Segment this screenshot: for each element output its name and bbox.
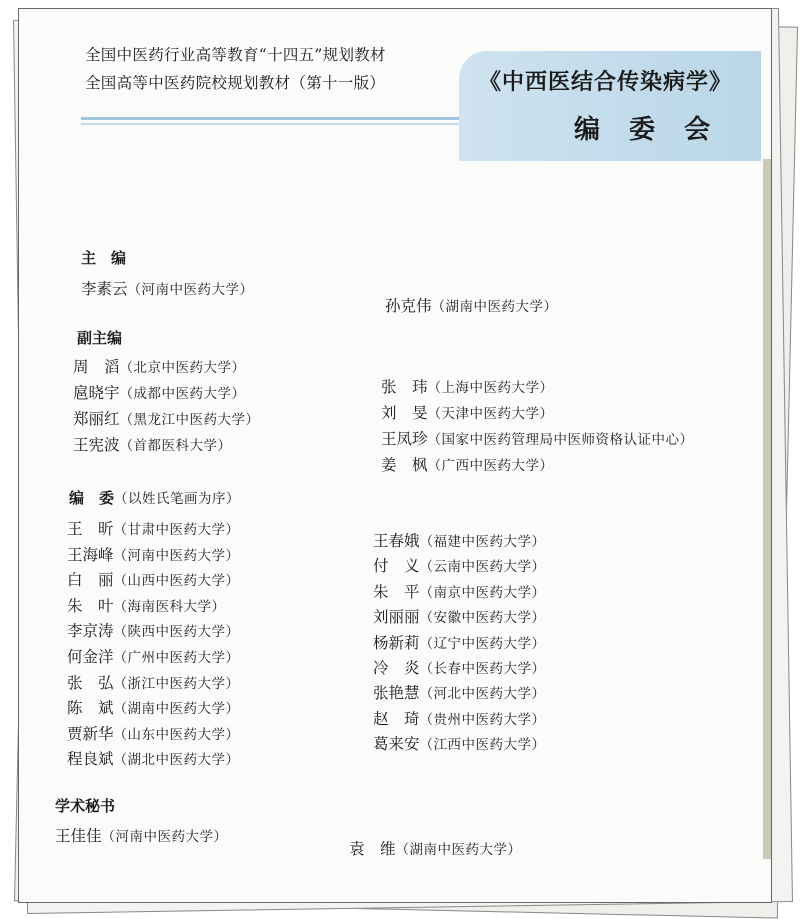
- editor-name: 张 弘: [67, 673, 114, 692]
- editor-affiliation: （湖南中医药大学）: [395, 842, 522, 858]
- title-banner: [459, 51, 761, 161]
- deputy-editor-heading: 副主编: [77, 329, 123, 347]
- editor-affiliation: （国家中医药管理局中医师资格认证中心）: [427, 432, 694, 448]
- editor-name: 孙克伟: [385, 297, 432, 315]
- editor-affiliation: （山西中医药大学）: [113, 573, 240, 590]
- editor-entry: [67, 543, 240, 565]
- editor-name: 张艳慧: [373, 684, 420, 703]
- chief-editor-heading: 主 编: [81, 249, 127, 267]
- editor-entry: [67, 568, 240, 590]
- editor-entry: [373, 580, 546, 602]
- editor-entry: [373, 631, 546, 653]
- editor-name: 王凤珍: [381, 430, 428, 448]
- editor-entry: [67, 645, 240, 667]
- editor-name: 葛来安: [373, 735, 420, 754]
- editor-entry: [81, 277, 254, 299]
- editor-name: 朱 叶: [67, 596, 114, 615]
- series-line-1: 全国中医药行业高等教育“十四五”规划教材: [85, 46, 386, 64]
- editor-entry: [67, 722, 240, 744]
- editor-name: 付 义: [373, 557, 420, 576]
- document-page: [18, 8, 772, 903]
- editor-entry: [73, 355, 246, 377]
- editor-entry: [67, 594, 226, 616]
- editor-entry: [73, 381, 246, 403]
- editor-name: 王宪波: [73, 436, 120, 454]
- editor-affiliation: （辽宁中医药大学）: [419, 635, 546, 652]
- series-line-2: 全国高等中医药院校规划教材（第十一版）: [85, 74, 386, 92]
- editor-affiliation: （湖北中医药大学）: [113, 752, 240, 769]
- secretary-heading: 学术秘书: [55, 797, 116, 815]
- editor-name: 陈 斌: [67, 699, 114, 718]
- editor-affiliation: （陕西中医药大学）: [113, 624, 240, 641]
- editor-entry: [73, 407, 260, 429]
- editor-name: 袁 维: [349, 840, 396, 858]
- editor-affiliation: （广西中医药大学）: [427, 458, 554, 474]
- board-title: 编 委 会: [574, 115, 721, 145]
- editor-affiliation: （海南医科大学）: [113, 598, 226, 615]
- editor-affiliation: （上海中医药大学）: [427, 380, 554, 396]
- editor-affiliation: （广州中医药大学）: [113, 650, 240, 666]
- editor-entry: [381, 427, 694, 449]
- page-edge: [763, 159, 771, 859]
- editor-name: 郑丽红: [73, 410, 120, 428]
- editor-affiliation: （北京中医药大学）: [119, 360, 246, 376]
- editor-name: 朱 平: [373, 582, 420, 601]
- editor-affiliation: （甘肃中医药大学）: [113, 522, 240, 538]
- book-title: 《中西医结合传染病学》: [479, 69, 733, 95]
- editor-entry: [373, 681, 546, 703]
- editor-entry: [67, 517, 240, 539]
- editor-entry: [349, 837, 522, 859]
- editor-name: 贾新华: [67, 724, 114, 743]
- editor-name: 王海峰: [67, 545, 114, 564]
- editor-entry: [73, 433, 232, 455]
- editor-affiliation: （首都医科大学）: [119, 438, 232, 454]
- editor-affiliation: （河北中医药大学）: [419, 686, 546, 703]
- editor-name: 程良斌: [67, 750, 114, 769]
- editor-affiliation: （江西中医药大学）: [419, 737, 546, 754]
- members-order-note: （以姓氏笔画为序）: [114, 491, 241, 507]
- editor-name: 刘丽丽: [373, 608, 420, 627]
- editor-entry: [373, 656, 546, 678]
- editor-name: 李素云: [81, 280, 128, 298]
- editor-affiliation: （福建中医药大学）: [419, 534, 546, 550]
- editor-affiliation: （山东中医药大学）: [113, 726, 240, 743]
- editor-name: 王佳佳: [55, 827, 102, 845]
- editor-affiliation: （贵州中医药大学）: [419, 711, 546, 728]
- members-heading: [69, 487, 240, 508]
- editor-name: 刘 旻: [381, 404, 428, 422]
- editor-affiliation: （成都中医药大学）: [119, 386, 246, 402]
- editor-entry: [373, 605, 546, 627]
- members-heading-label: 编 委: [69, 489, 115, 507]
- editor-name: 白 丽: [67, 571, 114, 590]
- editor-entry: [67, 619, 240, 641]
- editor-entry: [373, 707, 546, 729]
- editor-entry: [373, 732, 546, 754]
- editor-name: 周 滔: [73, 358, 120, 376]
- editor-entry: [385, 294, 558, 316]
- editor-affiliation: （云南中医药大学）: [419, 559, 546, 576]
- editor-entry: [373, 529, 546, 551]
- editor-name: 张 玮: [381, 378, 428, 396]
- editor-affiliation: （湖南中医药大学）: [113, 701, 240, 718]
- editor-entry: [67, 696, 240, 718]
- editor-affiliation: （浙江中医药大学）: [113, 675, 240, 692]
- editor-name: 何金洋: [67, 648, 114, 666]
- editor-name: 赵 琦: [373, 709, 420, 728]
- editor-affiliation: （河南中医药大学）: [101, 829, 228, 845]
- editor-name: 冷 炎: [373, 659, 420, 677]
- editor-name: 杨新莉: [373, 633, 420, 652]
- editor-affiliation: （湖南中医药大学）: [431, 299, 558, 315]
- editor-name: 李京涛: [67, 622, 114, 641]
- editor-name: 扈晓宇: [73, 384, 120, 402]
- editor-affiliation: （长春中医药大学）: [419, 661, 546, 677]
- editor-affiliation: （河南中医药大学）: [113, 547, 240, 564]
- editor-entry: [381, 401, 554, 423]
- editor-affiliation: （黑龙江中医药大学）: [119, 412, 260, 428]
- editor-entry: [373, 554, 546, 576]
- editor-entry: [55, 824, 228, 846]
- editor-affiliation: （天津中医药大学）: [427, 406, 554, 422]
- editor-name: 王春娥: [373, 532, 420, 550]
- editor-name: 王 昕: [67, 520, 114, 538]
- editor-entry: [67, 671, 240, 693]
- editor-affiliation: （安徽中医药大学）: [419, 610, 546, 627]
- editor-affiliation: （南京中医药大学）: [419, 584, 546, 601]
- editor-entry: [381, 375, 554, 397]
- editor-affiliation: （河南中医药大学）: [127, 282, 254, 298]
- editor-name: 姜 枫: [381, 456, 428, 474]
- editor-entry: [381, 453, 554, 475]
- editor-entry: [67, 747, 240, 769]
